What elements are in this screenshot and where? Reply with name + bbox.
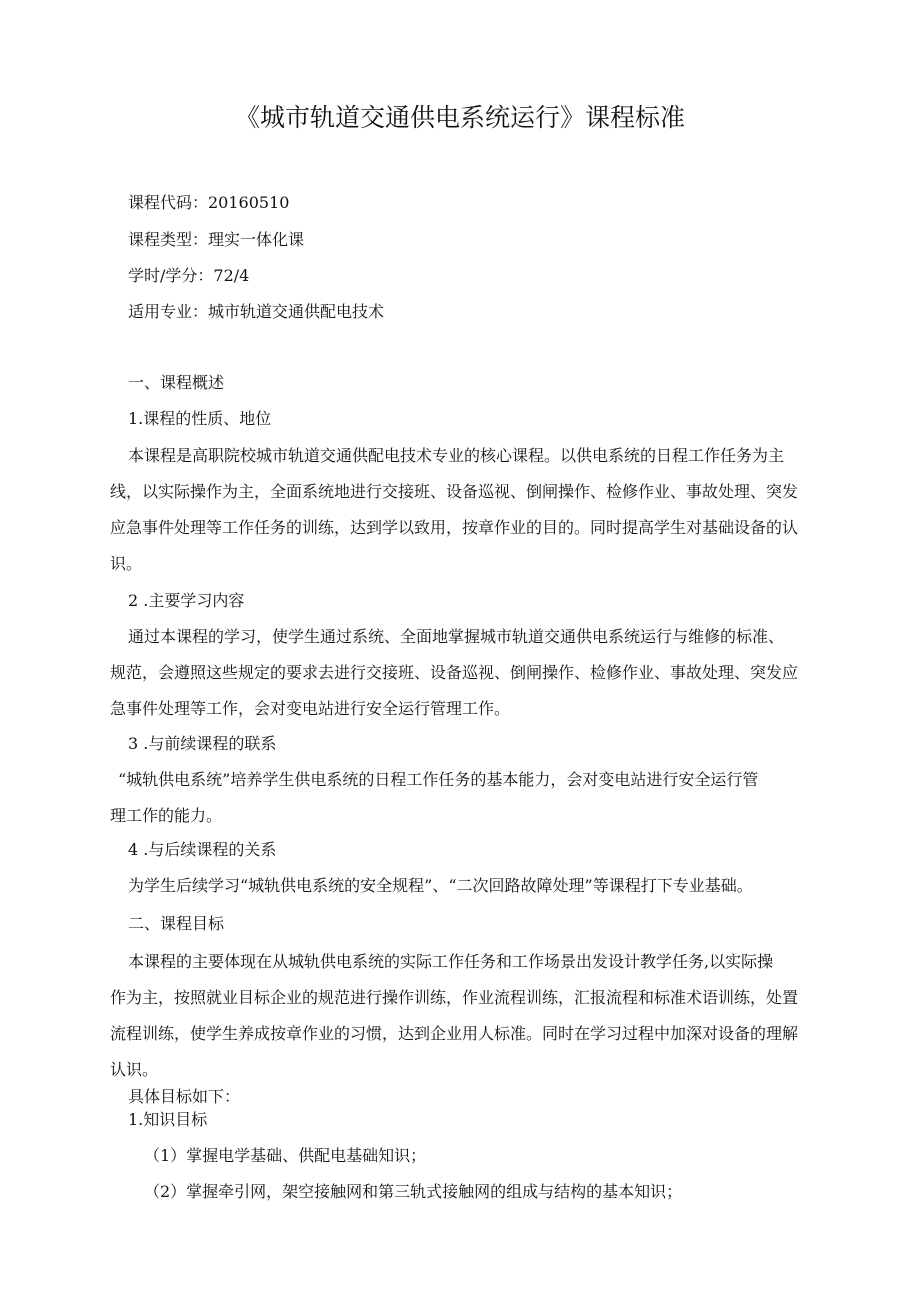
list-item: （2）掌握牵引网，架空接触网和第三轨式接触网的组成与结构的基本知识； [144,1182,683,1201]
paragraph-line: 流程训练，使学生养成按章作业的习惯，达到企业用人标准。同时在学习过程中加深对设备的理解 [110,1024,799,1043]
course-code: 课程代码：20160510 [128,193,290,212]
goals-intro: 具体目标如下： [128,1087,241,1106]
course-type: 课程类型：理实一体化课 [128,230,305,249]
paragraph-line: 为学生后续学习“城轨供电系统的安全规程”、“二次回路故障处理”等课程打下专业基础。 [128,876,753,895]
subheading-nature: 1.课程的性质、地位 [128,409,272,428]
paragraph-line: 规范，会遵照这些规定的要求去进行交接班、设备巡视、倒闸操作、检修作业、事故处理、突发应 [110,663,799,682]
applicable-major: 适用专业：城市轨道交通供配电技术 [128,302,385,321]
paragraph-line: 应急事件处理等工作任务的训练，达到学以致用，按章作业的目的。同时提高学生对基础设备的认 [110,518,799,537]
document-title: 《城市轨道交通供电系统运行》课程标准 [234,103,685,132]
paragraph-line: 本课程的主要体现在从城轨供电系统的实际工作任务和工作场景出发设计教学任务,以实际操 [128,952,774,971]
paragraph-line: “城轨供电系统”培养学生供电系统的日程工作任务的基本能力，会对变电站进行安全运行管 [118,770,759,789]
paragraph-line: 通过本课程的学习，使学生通过系统、全面地掌握城市轨道交通供电系统运行与维修的标准、 [128,627,785,646]
paragraph-line: 急事件处理等工作，会对变电站进行安全运行管理工作。 [110,699,511,718]
subheading-next: 4 .与后续课程的关系 [128,840,277,859]
section-heading-overview: 一、课程概述 [128,373,225,392]
subheading-content: 2 .主要学习内容 [128,591,245,610]
paragraph-line: 作为主，按照就业目标企业的规范进行操作训练，作业流程训练，汇报流程和标准术语训练，处置 [110,988,799,1007]
paragraph-line: 识。 [110,554,143,573]
list-item: （1）掌握电学基础、供配电基础知识； [144,1146,427,1165]
paragraph-line: 线，以实际操作为主，全面系统地进行交接班、设备巡视、倒闸操作、检修作业、事故处理、突发 [110,482,799,501]
subheading-knowledge: 1.知识目标 [128,1110,208,1129]
course-hours-credits: 学时/学分：72/4 [128,266,250,285]
paragraph-line: 理工作的能力。 [110,806,223,825]
paragraph-line: 本课程是高职院校城市轨道交通供配电技术专业的核心课程。以供电系统的日程工作任务为主 [128,446,785,465]
section-heading-goals: 二、课程目标 [128,914,225,933]
paragraph-line: 认识。 [110,1060,159,1079]
subheading-prior: 3 .与前续课程的联系 [128,734,277,753]
